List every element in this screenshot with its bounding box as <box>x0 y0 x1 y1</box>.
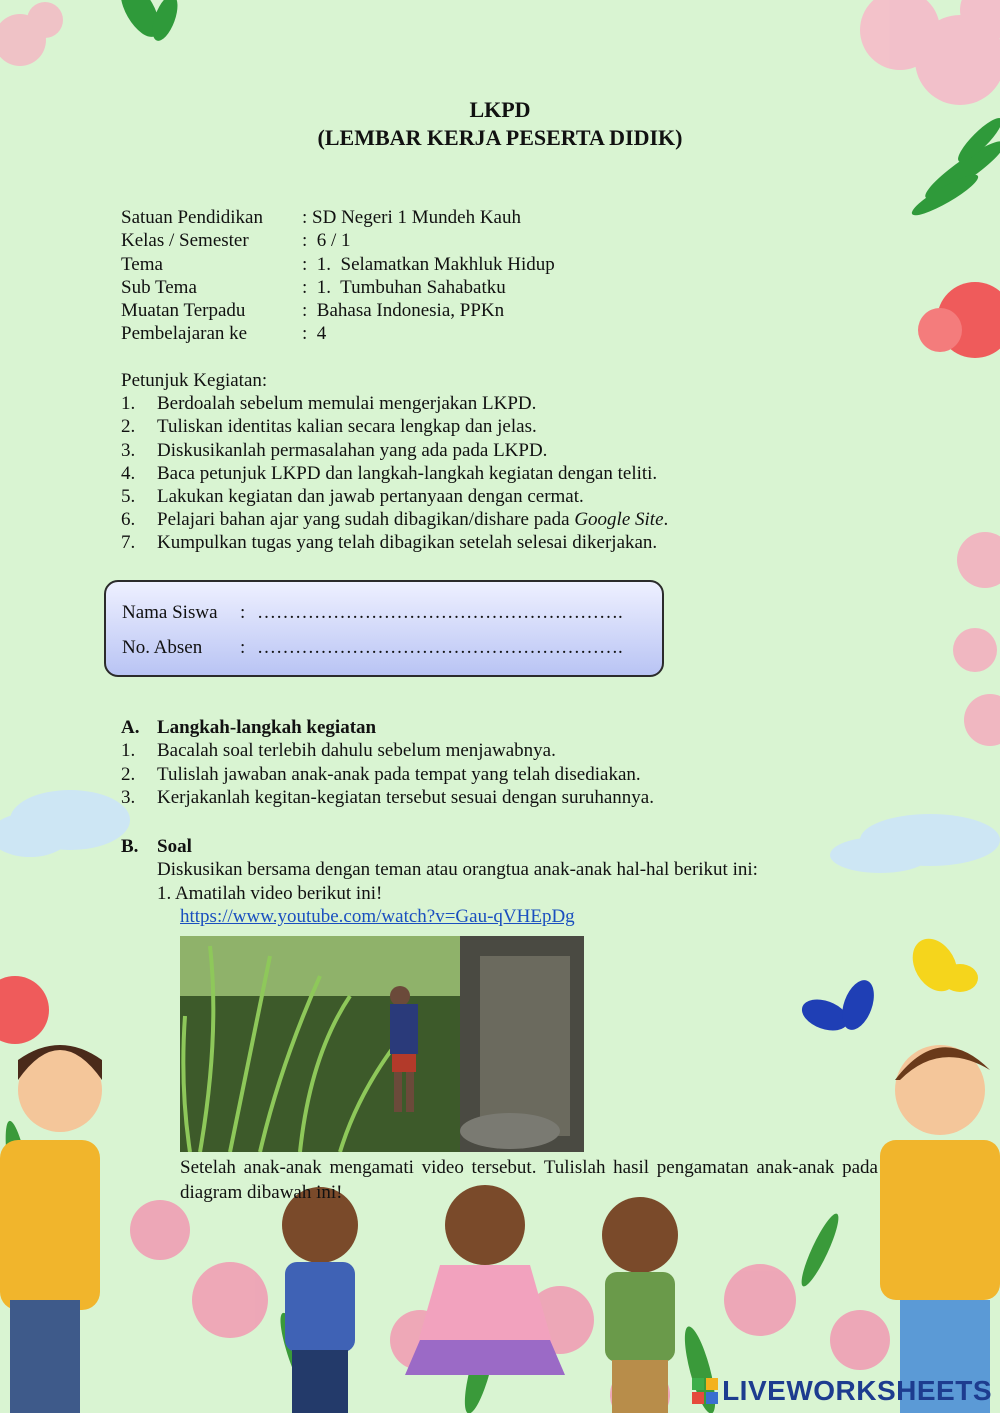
flower-top-right <box>860 0 1000 105</box>
item-text: Berdoalah sebelum memulai mengerjakan LKPD. <box>157 393 537 415</box>
section-b-intro: Diskusikan bersama dengan teman atau orangtua anak-anak hal-hal berikut ini: <box>157 859 758 881</box>
instructions <box>121 369 668 555</box>
identity-label: Pembelajaran ke <box>121 323 248 345</box>
student-identity-box <box>104 580 664 677</box>
blue-butterfly-icon <box>798 976 880 1037</box>
identity-value: : 6 / 1 <box>302 230 351 252</box>
video-thumbnail-image[interactable] <box>180 936 584 1152</box>
google-site-text: Google Site <box>574 509 664 531</box>
item-text-main: Pelajari bahan ajar yang sudah dibagikan/dishare pada <box>157 509 575 531</box>
identity-value: : 1. Selamatkan Makhluk Hidup <box>302 253 555 275</box>
red-flower-left <box>0 976 49 1044</box>
item-number: 3. <box>121 786 136 808</box>
section-b-heading <box>121 835 758 858</box>
list-item <box>121 462 668 485</box>
identity-value: : 4 <box>302 323 327 345</box>
list-item <box>121 508 668 531</box>
video-link[interactable]: https://www.youtube.com/watch?v=Gau-qVHEpDg <box>180 905 575 927</box>
brand-text: LIVEWORKSHEETS <box>722 1375 992 1406</box>
item-text: Kumpulkan tugas yang telah dibagikan setelah selesai dikerjakan. <box>157 532 658 554</box>
item-number: 6. <box>121 509 136 531</box>
identity-row <box>121 276 555 299</box>
list-item <box>121 415 668 438</box>
student-absen-row <box>122 637 623 659</box>
question-1: 1. Amatilah video berikut ini! <box>157 882 383 904</box>
section-b <box>121 835 758 928</box>
item-text: Baca petunjuk LKPD dan langkah-langkah kegiatan dengan teliti. <box>157 462 658 484</box>
item-number: 2. <box>121 763 136 785</box>
cloud-right <box>830 814 1000 873</box>
list-item <box>121 439 668 462</box>
item-text: Lakukan kegiatan dan jawab pertanyaan dengan cermat. <box>157 486 584 508</box>
item-number: 1. <box>121 740 136 762</box>
identity-label: Sub Tema <box>121 276 197 298</box>
liveworksheets-brand[interactable] <box>692 1375 992 1407</box>
list-item <box>121 786 654 809</box>
identity-row <box>121 322 555 345</box>
section-title: Langkah-langkah kegiatan <box>157 717 377 738</box>
student-absen-label: No. Absen <box>122 637 203 658</box>
cloud-left <box>0 790 130 857</box>
flower-top-left <box>0 2 63 66</box>
list-item <box>121 485 668 508</box>
child-pink-dress-illustration <box>405 1185 565 1375</box>
identity-row <box>121 229 555 252</box>
identity-value: : 1. Tumbuhan Sahabatku <box>302 276 506 298</box>
pink-flowers-right <box>953 532 1000 746</box>
identity-label: Kelas / Semester <box>121 230 249 252</box>
section-letter: A. <box>121 717 140 738</box>
item-number: 5. <box>121 486 136 508</box>
identity-table <box>121 206 555 346</box>
identity-value: : SD Negeri 1 Mundeh Kauh <box>302 207 521 228</box>
identity-label: Satuan Pendidikan <box>121 207 263 228</box>
child-right-illustration <box>880 1045 1000 1413</box>
identity-row <box>121 253 555 276</box>
student-name-label: Nama Siswa <box>122 602 218 623</box>
child-green-shirt-illustration <box>602 1197 678 1413</box>
item-number: 2. <box>121 416 136 438</box>
colon: : <box>240 602 246 623</box>
steps-list <box>121 739 654 809</box>
item-number: 7. <box>121 532 136 554</box>
page-title: LKPD <box>469 97 531 122</box>
item-text: Tuliskan identitas kalian secara lengkap dan jelas. <box>157 416 537 438</box>
list-item <box>121 739 654 762</box>
page-subtitle: (LEMBAR KERJA PESERTA DIDIK) <box>317 125 683 150</box>
list-item <box>121 392 668 415</box>
identity-value: : Bahasa Indonesia, PPKn <box>302 300 505 322</box>
item-text: Tulislah jawaban anak-anak pada tempat yang telah disediakan. <box>157 763 641 785</box>
student-absen-field[interactable]: …………………………………………………. <box>257 637 623 658</box>
section-a <box>121 716 654 809</box>
section-a-heading <box>121 716 654 739</box>
list-item <box>121 531 668 554</box>
item-text: Kerjakanlah kegitan-kegiatan tersebut sesuai dengan suruhannya. <box>157 786 654 808</box>
liveworksheets-logo-icon <box>692 1378 718 1404</box>
list-item <box>121 763 654 786</box>
leaf-cluster-top-left <box>113 0 183 44</box>
identity-row <box>121 206 555 229</box>
observation-instruction: Setelah anak-anak mengamati video tersebut. Tulislah hasil pengamatan anak-anak pada diagram dibawah ini! <box>180 1157 878 1203</box>
child-dark-shirt-illustration <box>282 1187 358 1413</box>
identity-label: Muatan Terpadu <box>121 300 246 322</box>
instructions-heading: Petunjuk Kegiatan: <box>121 370 268 391</box>
section-title: Soal <box>157 836 192 857</box>
student-name-row <box>122 602 623 624</box>
item-text-tail: . <box>663 509 669 531</box>
red-flower-right <box>918 282 1000 358</box>
item-number: 1. <box>121 393 136 415</box>
student-name-field[interactable]: …………………………………………………. <box>257 602 623 623</box>
item-text: Bacalah soal terlebih dahulu sebelum menjawabnya. <box>157 740 556 762</box>
item-number: 4. <box>121 462 136 484</box>
child-left-illustration <box>0 1045 102 1413</box>
section-letter: B. <box>121 836 139 857</box>
item-text <box>157 508 668 531</box>
yellow-butterfly-icon <box>904 931 978 999</box>
colon: : <box>240 637 246 658</box>
instructions-list <box>121 392 668 554</box>
identity-row <box>121 299 555 322</box>
item-text: Diskusikanlah permasalahan yang ada pada LKPD. <box>157 439 548 461</box>
item-number: 3. <box>121 439 136 461</box>
identity-label: Tema <box>121 253 163 275</box>
